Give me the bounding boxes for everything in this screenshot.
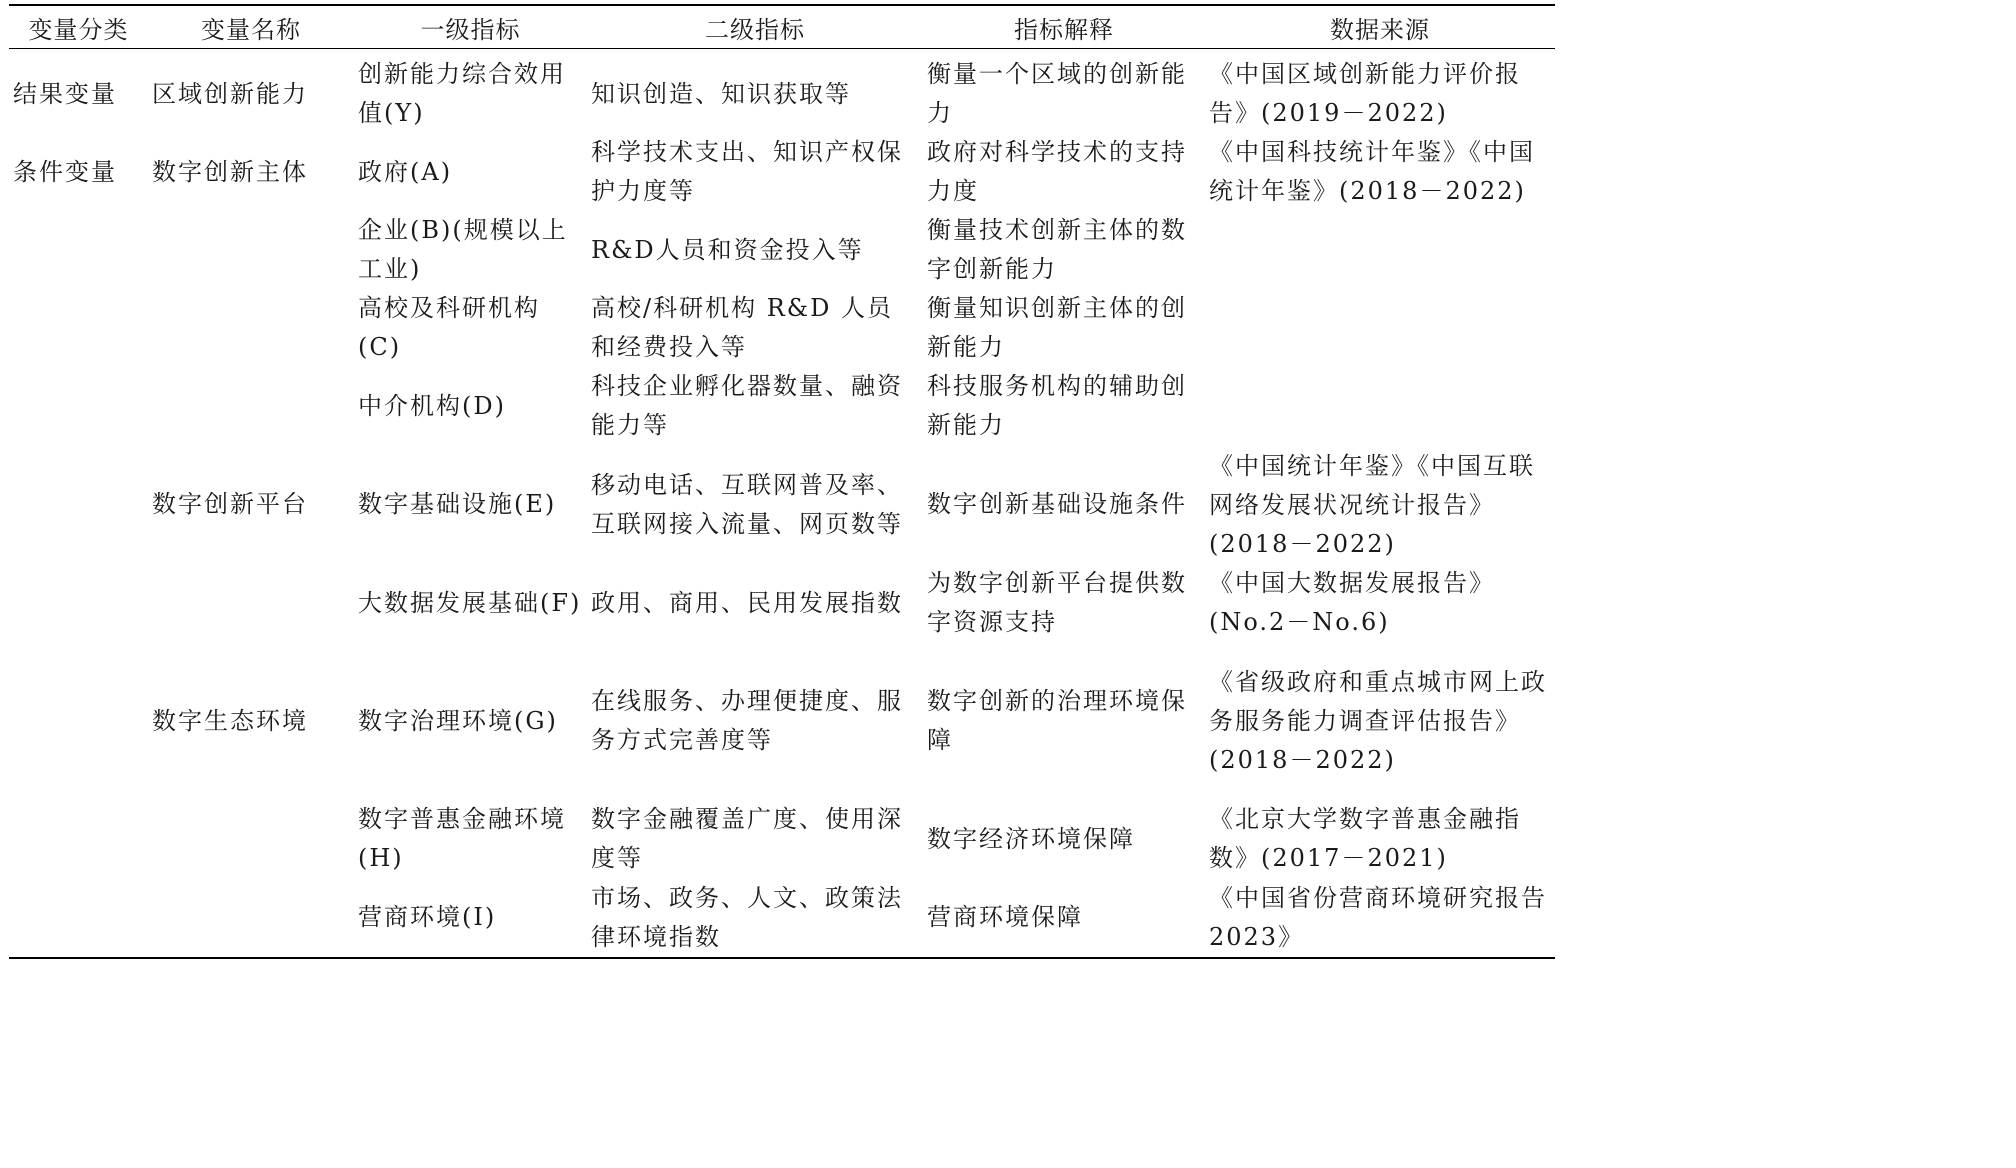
cell-category [9,800,148,878]
cell-variable: 区域创新能力 [152,79,308,108]
header-category: 变量分类 [28,15,129,44]
cell-category [9,289,148,367]
cell-source: 《中国大数据发展报告》(No.2－No.6) [1209,569,1495,636]
cell-explanation: 衡量一个区域的创新能力 [927,60,1187,127]
cell-variable: 数字创新主体 [152,157,308,186]
cell-category [9,564,148,642]
cell-explanation: 为数字创新平台提供数字资源支持 [927,569,1187,636]
table-row [9,211,1555,289]
cell-explanation: 数字经济环境保障 [927,824,1135,853]
cell-variable [148,564,354,642]
cell-source [1205,211,1555,289]
cell-level1: 大数据发展基础(F) [358,588,582,617]
cell-source: 《中国科技统计年鉴》《中国统计年鉴》(2018－2022) [1209,138,1535,205]
cell-explanation: 衡量知识创新主体的创新能力 [927,294,1187,361]
header-level1: 一级指标 [420,15,521,44]
cell-explanation: 数字创新的治理环境保障 [927,687,1187,754]
cell-variable [148,289,354,367]
cell-variable [148,800,354,878]
cell-category [9,367,148,445]
cell-level2: R&D人员和资金投入等 [591,235,864,264]
cell-explanation: 衡量技术创新主体的数字创新能力 [927,216,1187,283]
cell-explanation: 政府对科学技术的支持力度 [927,138,1187,205]
cell-level1: 数字基础设施(E) [358,490,557,518]
header-explanation: 指标解释 [1014,15,1114,44]
cell-category [9,642,148,800]
cell-level1: 创新能力综合效用值(Y) [358,60,566,127]
table-row [9,289,1555,367]
cell-source [1205,367,1555,445]
cell-level1: 数字普惠金融环境(H) [358,805,566,872]
cell-source: 《省级政府和重点城市网上政务服务能力调查评估报告》(2018－2022) [1209,667,1547,774]
table-row [9,878,1555,958]
cell-variable [148,367,354,445]
header-variable: 变量名称 [201,15,301,44]
cell-category [9,445,148,564]
table-row [9,445,1555,564]
cell-level2: 政用、商用、民用发展指数 [591,588,903,617]
cell-category [9,211,148,289]
cell-source: 《中国区域创新能力评价报告》(2019－2022) [1209,60,1521,127]
table-row [9,49,1555,134]
cell-variable [148,211,354,289]
cell-explanation: 营商环境保障 [927,903,1083,931]
cell-level2: 移动电话、互联网普及率、互联网接入流量、网页数等 [591,470,903,538]
cell-level2: 数字金融覆盖广度、使用深度等 [591,805,903,872]
cell-source [1205,289,1555,367]
table-row [9,367,1555,445]
cell-category: 结果变量 [13,79,117,108]
cell-level1: 高校及科研机构(C) [358,294,540,361]
cell-variable: 数字生态环境 [152,706,308,735]
cell-explanation: 数字创新基础设施条件 [927,490,1187,518]
cell-source: 《中国省份营商环境研究报告2023》 [1209,883,1547,951]
table-header-row [9,5,1555,49]
indicator-table [9,4,1555,959]
cell-level1: 营商环境(I) [358,903,497,931]
cell-level2: 知识创造、知识获取等 [591,79,851,108]
cell-category [9,878,148,958]
cell-variable: 数字创新平台 [152,490,308,518]
cell-source: 《中国统计年鉴》《中国互联网络发展状况统计报告》(2018－2022) [1209,452,1535,558]
cell-source: 《北京大学数字普惠金融指数》(2017－2021) [1209,805,1521,872]
cell-level2: 科技企业孵化器数量、融资能力等 [591,372,903,439]
header-source: 数据来源 [1330,15,1430,44]
cell-level2: 高校/科研机构 R&D 人员和经费投入等 [591,294,894,361]
cell-variable [148,878,354,958]
table-row [9,564,1555,642]
cell-level2: 在线服务、办理便捷度、服务方式完善度等 [591,687,903,754]
cell-level1: 政府(A) [358,157,453,186]
cell-level1: 数字治理环境(G) [358,706,558,735]
cell-level1: 企业(B)(规模以上工业) [358,216,568,283]
table-row [9,642,1555,800]
table-row [9,133,1555,211]
cell-level2: 科学技术支出、知识产权保护力度等 [591,138,903,205]
cell-explanation: 科技服务机构的辅助创新能力 [927,372,1187,439]
cell-level2: 市场、政务、人文、政策法律环境指数 [591,883,903,951]
cell-level1: 中介机构(D) [358,391,506,420]
cell-category: 条件变量 [13,157,117,186]
table-row [9,800,1555,878]
header-level2: 二级指标 [705,15,805,44]
